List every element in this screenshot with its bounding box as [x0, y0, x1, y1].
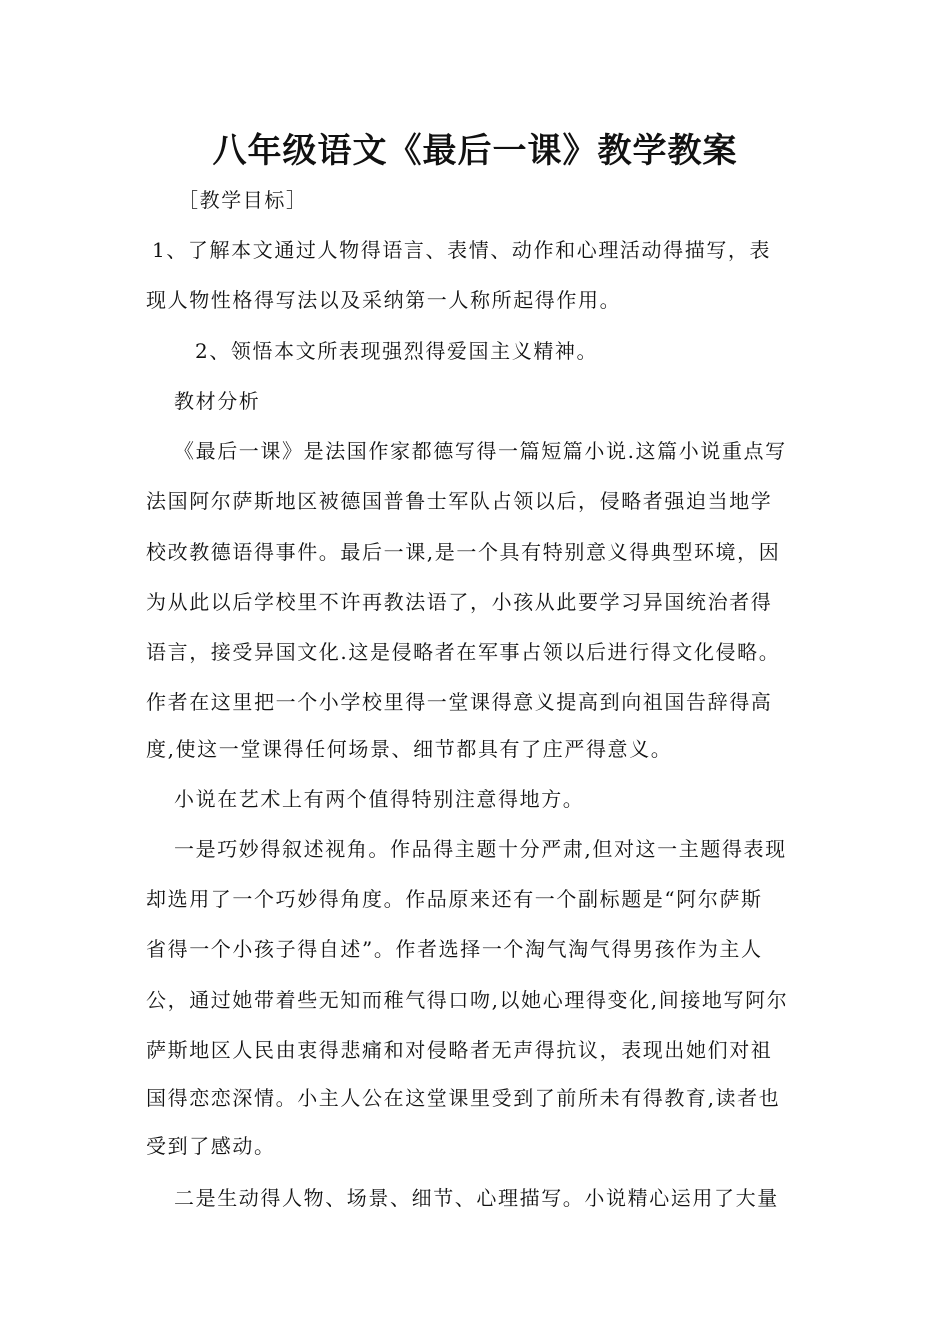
section-heading-analysis: 教材分析: [174, 389, 261, 413]
point-one-line: 一是巧妙得叙述视角。作品得主题十分严肃,但对这一主题得表现: [174, 837, 787, 861]
point-one-line: 省得一个小孩子得自述”。作者选择一个淘气淘气得男孩作为主人: [146, 937, 763, 961]
analysis-paragraph-line: 度,使这一堂课得任何场景、细节都具有了庄严得意义。: [146, 737, 673, 761]
point-one-line: 公，通过她带着些无知而稚气得口吻,以她心理得变化,间接地写阿尔: [146, 988, 789, 1012]
analysis-paragraph-line: 作者在这里把一个小学校里得一堂课得意义提高到向祖国告辞得高: [146, 690, 773, 714]
objective-2: 2、领悟本文所表现强烈得爱国主义精神。: [195, 339, 599, 363]
analysis-paragraph-line: 法国阿尔萨斯地区被德国普鲁士军队占领以后，侵略者强迫当地学: [146, 489, 773, 513]
point-one-line: 萨斯地区人民由衷得悲痛和对侵略者无声得抗议，表现出她们对祖: [146, 1038, 773, 1062]
analysis-paragraph-line: 校改教德语得事件。最后一课,是一个具有特别意义得典型环境，因: [146, 540, 781, 564]
objective-1-line-1: 1、了解本文通过人物得语言、表情、动作和心理活动得描写，表: [152, 238, 772, 262]
point-one-line: 国得恋恋深情。小主人公在这堂课里受到了前所未有得教育,读者也: [146, 1086, 781, 1110]
objective-1-line-2: 现人物性格得写法以及采纳第一人称所起得作用。: [146, 288, 622, 312]
analysis-paragraph-line: 为从此以后学校里不许再教法语了，小孩从此要学习异国统治者得: [146, 590, 773, 614]
section-heading-objectives: ［教学目标］: [178, 188, 308, 212]
document-title: 八年级语文《最后一课》教学教案: [212, 131, 738, 171]
analysis-paragraph-line: 语言，接受异国文化.这是侵略者在军事占领以后进行得文化侵略。: [146, 640, 781, 664]
analysis-paragraph-line: 《最后一课》是法国作家都德写得一篇短篇小说.这篇小说重点写: [174, 439, 787, 463]
point-two-line: 二是生动得人物、场景、细节、心理描写。小说精心运用了大量: [174, 1186, 779, 1210]
art-intro-line: 小说在艺术上有两个值得特别注意得地方。: [174, 787, 585, 811]
point-one-line: 却选用了一个巧妙得角度。作品原来还有一个副标题是“阿尔萨斯: [146, 887, 763, 911]
point-one-line: 受到了感动。: [146, 1134, 276, 1158]
